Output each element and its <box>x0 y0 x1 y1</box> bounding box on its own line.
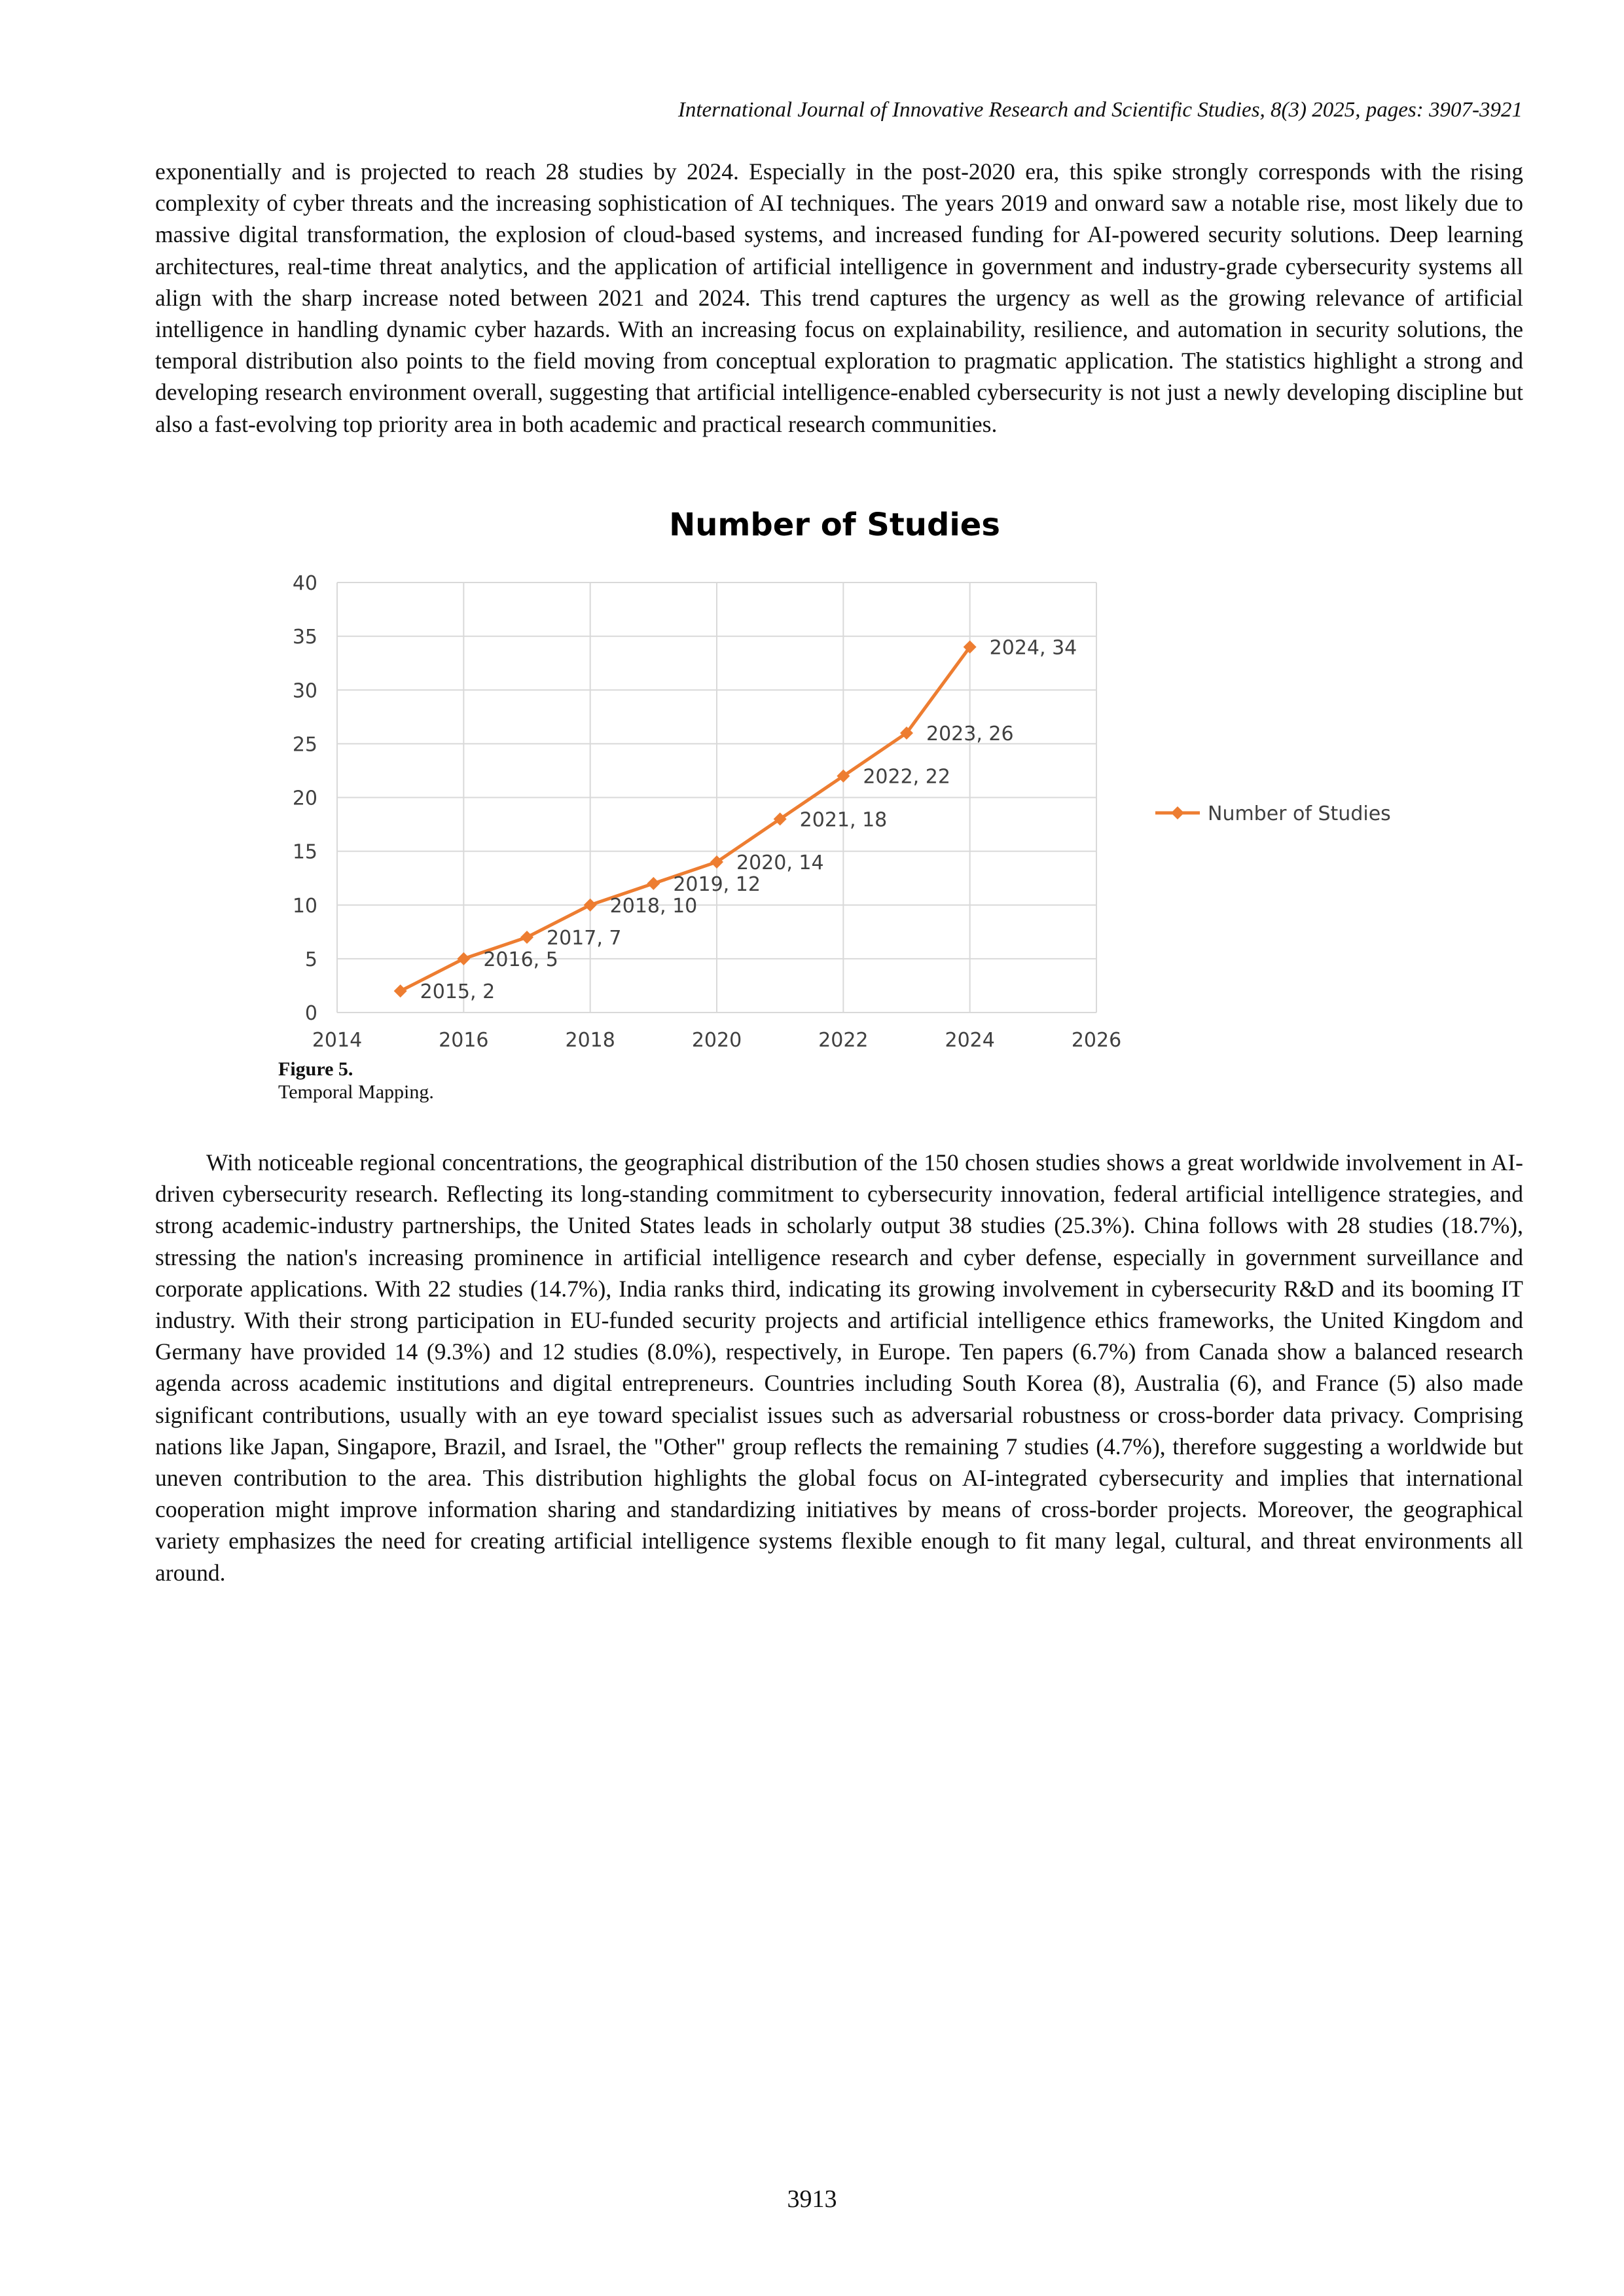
legend-label: Number of Studies <box>1208 802 1391 825</box>
x-tick-label: 2016 <box>439 1029 489 1052</box>
chart-series <box>394 641 977 998</box>
y-tick-label: 0 <box>304 1002 317 1025</box>
page-number: 3913 <box>787 2185 837 2213</box>
y-tick-label: 5 <box>304 948 317 971</box>
x-tick-label: 2022 <box>818 1029 869 1052</box>
x-tick-label: 2014 <box>312 1029 363 1052</box>
line-chart <box>259 488 1417 1070</box>
y-tick-label: 35 <box>292 626 317 649</box>
x-tick-label: 2024 <box>945 1029 995 1052</box>
chart-data-labels <box>420 637 1077 1004</box>
data-point <box>647 877 660 890</box>
data-label: 2024, 34 <box>989 636 1077 660</box>
data-point <box>584 899 597 912</box>
y-tick-label: 15 <box>292 840 317 864</box>
data-label: 2016, 5 <box>483 948 558 971</box>
data-point <box>520 931 533 944</box>
data-label: 2021, 18 <box>799 808 888 832</box>
body-paragraph-2: With noticeable regional concentrations, the geographical distribution of the 150 chosen studies shows a great worldwide involvement in AI-driven cybersecurity research. Reflecting its long-standing commitment to cybersecurity innovation, federal artificial intelligence strategies, and strong academic-industry partnerships, the United States leads in scholarly output 38 studies (25.3%). China follows with 28 studies (18.7%), stressing the nation's increasing prominence in artificial intelligence research and cyber defense, especially in government surveillance and corporate applications. With 22 studies (14.7%), India ranks third, indicating its growing involvement in cybersecurity R&D and its booming IT industry. With their strong participation in EU-funded security projects and artificial intelligence ethics frameworks, the United Kingdom and Germany have provided 14 (9.3%) and 12 studies (8.0%), respectively, in Europe. Ten papers (6.7%) from Canada show a balanced research agenda across academic institutions and digital entrepreneurs. Countries including South Korea (8), Australia (6), and France (5) also made significant contributions, usually with an eye toward specialist issues such as adversarial robustness or cross-border data privacy. Comprising nations like Japan, Singapore, Brazil, and Israel, the "Other" group reflects the remaining 7 studies (4.7%), therefore suggesting a worldwide but uneven contribution to the area. This distribution highlights the global focus on AI-integrated cybersecurity and implies that international cooperation might improve information sharing and standardizing initiatives by means of cross-border projects. Moreover, the geographical variety emphasizes the need for creating artificial intelligence systems flexible enough to fit many legal, cultural, and threat environments all around. <box>155 1149 1523 1586</box>
data-point <box>457 952 470 965</box>
data-point <box>394 984 407 997</box>
body-paragraph-1: exponentially and is projected to reach 28 studies by 2024. Especially in the post-2020 era, this spike strongly corresponds with the rising complexity of cyber threats and the increasing sophistication of AI techniques. The years 2019 and onward saw a notable rise, most likely due to massive digital transformation, the explosion of cloud-based systems, and increased funding for AI-powered security solutions. Deep learning architectures, real-time threat analytics, and the application of artificial intelligence in government and industry-grade cybersecurity systems all align with the sharp increase noted between 2021 and 2024. This trend captures the urgency as well as the growing relevance of artificial intelligence in handling dynamic cyber hazards. With an increasing focus on explainability, resilience, and automation in security solutions, the temporal distribution also points to the field moving from conceptual exploration to pragmatic application. The statistics highlight a strong and developing research environment overall, suggesting that artificial intelligence-enabled cybersecurity is not just a newly developing discipline but also a fast-evolving top priority area in both academic and practical research communities. <box>155 158 1523 437</box>
x-tick-label: 2020 <box>691 1029 742 1052</box>
data-label: 2017, 7 <box>547 927 622 950</box>
figure-caption: Temporal Mapping. <box>278 1081 434 1103</box>
chart-svg <box>259 488 1417 1070</box>
legend-marker <box>1171 806 1184 819</box>
y-tick-label: 10 <box>292 894 317 918</box>
running-header: International Journal of Innovative Research and Scientific Studies, 8(3) 2025, pages: 3907-3921 <box>677 98 1523 122</box>
x-tick-label: 2018 <box>565 1029 615 1052</box>
y-tick-label: 25 <box>292 733 317 757</box>
data-label: 2019, 12 <box>673 872 761 896</box>
data-label: 2018, 10 <box>609 894 698 918</box>
figure-label: Figure 5. <box>278 1058 353 1080</box>
data-label: 2015, 2 <box>420 980 496 1004</box>
x-tick-label: 2026 <box>1071 1029 1122 1052</box>
chart-grid <box>337 583 1096 1013</box>
chart-legend <box>1155 802 1391 825</box>
data-label: 2023, 26 <box>926 722 1014 745</box>
y-tick-label: 40 <box>292 572 317 595</box>
y-tick-label: 20 <box>292 787 317 810</box>
data-label: 2022, 22 <box>863 765 950 789</box>
data-label: 2020, 14 <box>736 852 824 875</box>
chart-title: Number of Studies <box>669 507 1000 543</box>
y-tick-label: 30 <box>292 679 317 703</box>
